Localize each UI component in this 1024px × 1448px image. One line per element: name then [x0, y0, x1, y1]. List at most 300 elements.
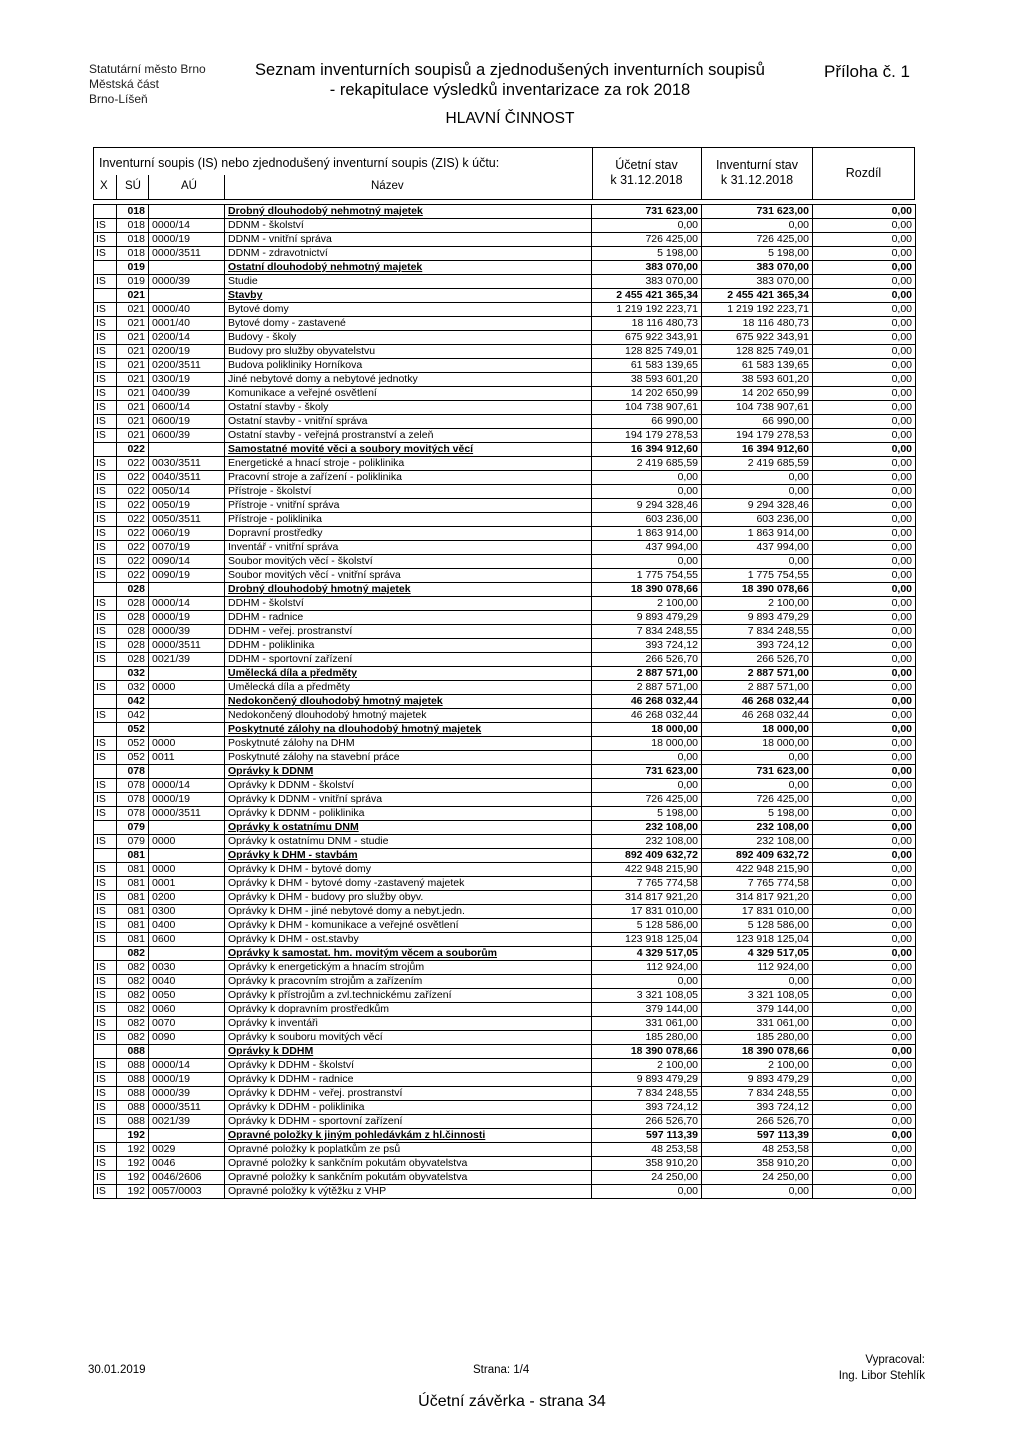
row-x: IS	[94, 345, 117, 359]
row-ucetni: 66 990,00	[592, 415, 702, 429]
row-su: 019	[117, 261, 149, 275]
row-x: IS	[94, 835, 117, 849]
row-x: IS	[94, 303, 117, 317]
row-inventurni: 185 280,00	[702, 1031, 813, 1045]
row-rozdil: 0,00	[813, 317, 916, 331]
row-au: 0030	[149, 961, 225, 975]
table-row	[94, 1073, 916, 1087]
row-ucetni: 5 198,00	[592, 807, 702, 821]
row-rozdil: 0,00	[813, 233, 916, 247]
row-x: IS	[94, 569, 117, 583]
group-row	[94, 1045, 916, 1059]
row-au	[149, 583, 225, 597]
row-au: 0060	[149, 1003, 225, 1017]
row-ucetni: 112 924,00	[592, 961, 702, 975]
row-au: 0000/14	[149, 219, 225, 233]
row-x: IS	[94, 863, 117, 877]
row-rozdil: 0,00	[813, 989, 916, 1003]
row-name: Oprávky k DDHM - radnice	[225, 1073, 592, 1087]
row-name: Umělecká díla a předměty	[225, 681, 592, 695]
row-x: IS	[94, 653, 117, 667]
row-ucetni: 14 202 650,99	[592, 387, 702, 401]
row-au: 0000/14	[149, 597, 225, 611]
row-inventurni: 437 994,00	[702, 541, 813, 555]
row-inventurni: 731 623,00	[702, 205, 813, 219]
group-row	[94, 1129, 916, 1143]
row-x: IS	[94, 429, 117, 443]
row-inventurni: 3 321 108,05	[702, 989, 813, 1003]
row-rozdil: 0,00	[813, 667, 916, 681]
row-inventurni: 2 455 421 365,34	[702, 289, 813, 303]
table-row	[94, 905, 916, 919]
row-x: IS	[94, 415, 117, 429]
row-au: 0000/3511	[149, 247, 225, 261]
row-ucetni: 1 863 914,00	[592, 527, 702, 541]
row-name: Poskytnuté zálohy na DHM	[225, 737, 592, 751]
table-row	[94, 569, 916, 583]
row-inventurni: 48 253,58	[702, 1143, 813, 1157]
row-rozdil: 0,00	[813, 1115, 916, 1129]
footer-summary: Účetní závěrka - strana 34	[418, 1393, 606, 1410]
row-rozdil: 0,00	[813, 681, 916, 695]
row-rozdil: 0,00	[813, 373, 916, 387]
table-row	[94, 933, 916, 947]
org-line-1: Statutární město Brno	[89, 62, 206, 76]
row-x	[94, 821, 117, 835]
row-x: IS	[94, 975, 117, 989]
table-row	[94, 485, 916, 499]
footer-date: 30.01.2019	[88, 1364, 146, 1376]
row-au: 0000/14	[149, 779, 225, 793]
table-row	[94, 499, 916, 513]
row-name: Oprávky k DDHM - školství	[225, 1059, 592, 1073]
row-x: IS	[94, 1017, 117, 1031]
row-su: 032	[117, 681, 149, 695]
col-rozdil-title: Rozdíl	[845, 166, 882, 180]
row-x: IS	[94, 317, 117, 331]
row-inventurni: 5 198,00	[702, 807, 813, 821]
row-ucetni: 393 724,12	[592, 1101, 702, 1115]
row-rozdil: 0,00	[813, 303, 916, 317]
row-su: 192	[117, 1129, 149, 1143]
row-su: 021	[117, 345, 149, 359]
row-ucetni: 9 893 479,29	[592, 611, 702, 625]
row-inventurni: 0,00	[702, 779, 813, 793]
row-inventurni: 314 817 921,20	[702, 891, 813, 905]
row-name: Oprávky k přístrojům a zvl.technickému zařízení	[225, 989, 592, 1003]
row-rozdil: 0,00	[813, 849, 916, 863]
row-inventurni: 5 198,00	[702, 247, 813, 261]
row-su: 022	[117, 527, 149, 541]
row-ucetni: 379 144,00	[592, 1003, 702, 1017]
title-line-1: Seznam inventurních soupisů a zjednodušených inventurních soupisů	[255, 61, 765, 79]
row-x: IS	[94, 513, 117, 527]
row-name: Umělecká díla a předměty	[225, 667, 592, 681]
table-row	[94, 331, 916, 345]
row-su: 082	[117, 947, 149, 961]
row-au: 0000/39	[149, 1087, 225, 1101]
row-ucetni: 38 593 601,20	[592, 373, 702, 387]
row-name: Soubor movitých věcí - školství	[225, 555, 592, 569]
row-name: Samostatné movité věci a soubory movitých věcí	[225, 443, 592, 457]
row-rozdil: 0,00	[813, 499, 916, 513]
row-inventurni: 232 108,00	[702, 835, 813, 849]
row-inventurni: 266 526,70	[702, 1115, 813, 1129]
row-ucetni: 194 179 278,53	[592, 429, 702, 443]
row-au: 0200/14	[149, 331, 225, 345]
row-ucetni: 266 526,70	[592, 653, 702, 667]
group-row	[94, 205, 916, 219]
row-name: Jiné nebytové domy a nebytové jednotky	[225, 373, 592, 387]
row-au	[149, 289, 225, 303]
table-row	[94, 681, 916, 695]
row-inventurni: 1 219 192 223,71	[702, 303, 813, 317]
row-rozdil: 0,00	[813, 485, 916, 499]
row-name: Oprávky k DDHM - veřej. prostranství	[225, 1087, 592, 1101]
table-row	[94, 625, 916, 639]
col-inventurni-title: Inventurní stav	[716, 158, 798, 172]
row-rozdil: 0,00	[813, 807, 916, 821]
row-su: 081	[117, 849, 149, 863]
row-x: IS	[94, 1101, 117, 1115]
row-rozdil: 0,00	[813, 597, 916, 611]
row-ucetni: 0,00	[592, 219, 702, 233]
row-inventurni: 0,00	[702, 471, 813, 485]
col-ucetni-header	[592, 148, 702, 199]
row-inventurni: 18 000,00	[702, 737, 813, 751]
row-x: IS	[94, 471, 117, 485]
row-name: DDNM - vnitřní správa	[225, 233, 592, 247]
row-ucetni: 892 409 632,72	[592, 849, 702, 863]
group-row	[94, 289, 916, 303]
row-su: 082	[117, 975, 149, 989]
row-ucetni: 0,00	[592, 471, 702, 485]
row-name: Budovy - školy	[225, 331, 592, 345]
row-inventurni: 9 893 479,29	[702, 1073, 813, 1087]
row-su: 079	[117, 835, 149, 849]
col-su-header: SÚ	[125, 180, 141, 192]
row-au	[149, 947, 225, 961]
row-ucetni: 185 280,00	[592, 1031, 702, 1045]
row-su: 028	[117, 653, 149, 667]
table-row	[94, 737, 916, 751]
footer-prepared-by	[815, 1352, 925, 1384]
row-rozdil: 0,00	[813, 1087, 916, 1101]
row-x: IS	[94, 989, 117, 1003]
row-au: 0050/14	[149, 485, 225, 499]
row-su: 082	[117, 1031, 149, 1045]
row-ucetni: 597 113,39	[592, 1129, 702, 1143]
row-inventurni: 383 070,00	[702, 261, 813, 275]
table-row	[94, 975, 916, 989]
row-rozdil: 0,00	[813, 583, 916, 597]
row-rozdil: 0,00	[813, 359, 916, 373]
row-inventurni: 61 583 139,65	[702, 359, 813, 373]
row-x: IS	[94, 793, 117, 807]
table-row	[94, 415, 916, 429]
row-x: IS	[94, 933, 117, 947]
row-x: IS	[94, 597, 117, 611]
row-au: 0001/40	[149, 317, 225, 331]
row-name: Opravné položky k výtěžku z VHP	[225, 1185, 592, 1199]
row-au: 0400	[149, 919, 225, 933]
org-line-3: Brno-Líšeň	[89, 92, 148, 106]
row-ucetni: 603 236,00	[592, 513, 702, 527]
row-su: 022	[117, 499, 149, 513]
row-au: 0200/19	[149, 345, 225, 359]
row-su: 021	[117, 317, 149, 331]
row-su: 022	[117, 443, 149, 457]
row-x: IS	[94, 401, 117, 415]
row-inventurni: 17 831 010,00	[702, 905, 813, 919]
row-rozdil: 0,00	[813, 1017, 916, 1031]
row-x: IS	[94, 625, 117, 639]
row-name: Přístroje - poliklinika	[225, 513, 592, 527]
row-su: 081	[117, 891, 149, 905]
table-row	[94, 233, 916, 247]
row-rozdil: 0,00	[813, 975, 916, 989]
row-ucetni: 5 198,00	[592, 247, 702, 261]
group-row	[94, 849, 916, 863]
row-su: 082	[117, 1003, 149, 1017]
row-rozdil: 0,00	[813, 1003, 916, 1017]
table-row	[94, 1017, 916, 1031]
row-au: 0000	[149, 681, 225, 695]
row-name: Budova polikliniky Horníkova	[225, 359, 592, 373]
row-rozdil: 0,00	[813, 513, 916, 527]
row-inventurni: 597 113,39	[702, 1129, 813, 1143]
row-ucetni: 17 831 010,00	[592, 905, 702, 919]
row-rozdil: 0,00	[813, 261, 916, 275]
row-su: 021	[117, 415, 149, 429]
row-ucetni: 422 948 215,90	[592, 863, 702, 877]
row-inventurni: 7 765 774,58	[702, 877, 813, 891]
row-name: DDHM - veřej. prostranství	[225, 625, 592, 639]
col-ucetni-date: k 31.12.2018	[610, 173, 683, 187]
col-name-header: Název	[371, 180, 404, 192]
row-su: 021	[117, 359, 149, 373]
row-name: Oprávky k DHM - budovy pro služby obyv.	[225, 891, 592, 905]
row-au: 0400/39	[149, 387, 225, 401]
row-rozdil: 0,00	[813, 1031, 916, 1045]
inventory-table	[93, 204, 916, 1199]
row-au	[149, 261, 225, 275]
group-row	[94, 765, 916, 779]
row-x	[94, 205, 117, 219]
row-ucetni: 48 253,58	[592, 1143, 702, 1157]
organization-block	[89, 62, 206, 107]
row-inventurni: 0,00	[702, 485, 813, 499]
row-su: 028	[117, 625, 149, 639]
row-su: 021	[117, 289, 149, 303]
row-name: Přístroje - vnitřní správa	[225, 499, 592, 513]
row-ucetni: 18 000,00	[592, 737, 702, 751]
row-inventurni: 2 100,00	[702, 1059, 813, 1073]
row-su: 192	[117, 1143, 149, 1157]
row-rozdil: 0,00	[813, 541, 916, 555]
row-au: 0070	[149, 1017, 225, 1031]
row-x: IS	[94, 891, 117, 905]
document-title	[240, 60, 780, 129]
row-rozdil: 0,00	[813, 443, 916, 457]
table-row	[94, 1115, 916, 1129]
row-rozdil: 0,00	[813, 765, 916, 779]
row-x	[94, 443, 117, 457]
row-ucetni: 18 390 078,66	[592, 1045, 702, 1059]
row-ucetni: 393 724,12	[592, 639, 702, 653]
row-x: IS	[94, 877, 117, 891]
group-row	[94, 443, 916, 457]
table-row	[94, 303, 916, 317]
row-x: IS	[94, 1073, 117, 1087]
row-name: Oprávky k DHM - bytové domy	[225, 863, 592, 877]
row-name: DDHM - poliklinika	[225, 639, 592, 653]
row-name: Oprávky k DDNM - poliklinika	[225, 807, 592, 821]
table-row	[94, 513, 916, 527]
row-rozdil: 0,00	[813, 471, 916, 485]
row-rozdil: 0,00	[813, 401, 916, 415]
row-su: 078	[117, 779, 149, 793]
row-rozdil: 0,00	[813, 275, 916, 289]
row-x	[94, 261, 117, 275]
row-su: 082	[117, 989, 149, 1003]
col-x-header: X	[100, 180, 108, 192]
row-au: 0000/3511	[149, 807, 225, 821]
row-rozdil: 0,00	[813, 415, 916, 429]
row-rozdil: 0,00	[813, 891, 916, 905]
row-name: Nedokončený dlouhodobý hmotný majetek	[225, 709, 592, 723]
row-rozdil: 0,00	[813, 555, 916, 569]
row-au: 0000	[149, 863, 225, 877]
row-x: IS	[94, 541, 117, 555]
table-row	[94, 835, 916, 849]
row-name: Opravné položky k sankčním pokutám obyvatelstva	[225, 1171, 592, 1185]
row-au: 0300	[149, 905, 225, 919]
table-row	[94, 611, 916, 625]
row-name: Oprávky k dopravním prostředkům	[225, 1003, 592, 1017]
row-su: 081	[117, 933, 149, 947]
row-ucetni: 9 294 328,46	[592, 499, 702, 513]
table-header-label: Inventurní soupis (IS) nebo zjednodušený inventurní soupis (ZIS) k účtu:	[99, 156, 500, 170]
row-ucetni: 437 994,00	[592, 541, 702, 555]
row-ucetni: 2 100,00	[592, 1059, 702, 1073]
row-name: Drobný dlouhodobý nehmotný majetek	[225, 205, 592, 219]
row-ucetni: 0,00	[592, 975, 702, 989]
row-inventurni: 422 948 215,90	[702, 863, 813, 877]
row-x: IS	[94, 1115, 117, 1129]
row-au: 0050/3511	[149, 513, 225, 527]
group-row	[94, 947, 916, 961]
row-name: Oprávky k energetickým a hnacím strojům	[225, 961, 592, 975]
row-name: Ostatní dlouhodobý nehmotný majetek	[225, 261, 592, 275]
row-au: 0057/0003	[149, 1185, 225, 1199]
row-su: 078	[117, 807, 149, 821]
row-ucetni: 1 775 754,55	[592, 569, 702, 583]
row-au: 0000/39	[149, 625, 225, 639]
row-inventurni: 232 108,00	[702, 821, 813, 835]
table-row	[94, 891, 916, 905]
row-su: 078	[117, 793, 149, 807]
row-x: IS	[94, 219, 117, 233]
group-row	[94, 667, 916, 681]
row-x: IS	[94, 457, 117, 471]
row-x: IS	[94, 373, 117, 387]
row-au	[149, 205, 225, 219]
row-rozdil: 0,00	[813, 457, 916, 471]
table-header-columns	[94, 175, 592, 199]
table-row	[94, 401, 916, 415]
row-su: 088	[117, 1059, 149, 1073]
row-name: Pracovní stroje a zařízení - poliklinika	[225, 471, 592, 485]
row-rozdil: 0,00	[813, 611, 916, 625]
row-rozdil: 0,00	[813, 709, 916, 723]
row-inventurni: 38 593 601,20	[702, 373, 813, 387]
row-ucetni: 104 738 907,61	[592, 401, 702, 415]
row-rozdil: 0,00	[813, 1073, 916, 1087]
row-au: 0050/19	[149, 499, 225, 513]
row-ucetni: 232 108,00	[592, 835, 702, 849]
row-rozdil: 0,00	[813, 751, 916, 765]
row-au: 0000/3511	[149, 639, 225, 653]
row-inventurni: 0,00	[702, 219, 813, 233]
row-su: 022	[117, 541, 149, 555]
row-ucetni: 2 100,00	[592, 597, 702, 611]
row-ucetni: 232 108,00	[592, 821, 702, 835]
row-x: IS	[94, 1003, 117, 1017]
annex-label: Příloha č. 1	[824, 62, 910, 81]
row-su: 032	[117, 667, 149, 681]
row-inventurni: 675 922 343,91	[702, 331, 813, 345]
row-au: 0200/3511	[149, 359, 225, 373]
row-x: IS	[94, 919, 117, 933]
row-inventurni: 331 061,00	[702, 1017, 813, 1031]
row-x	[94, 1045, 117, 1059]
table-row	[94, 793, 916, 807]
org-line-2: Městská část	[89, 77, 160, 91]
row-su: 042	[117, 695, 149, 709]
row-su: 088	[117, 1115, 149, 1129]
table-row	[94, 387, 916, 401]
row-inventurni: 1 775 754,55	[702, 569, 813, 583]
group-row	[94, 261, 916, 275]
row-inventurni: 2 887 571,00	[702, 681, 813, 695]
row-ucetni: 46 268 032,44	[592, 709, 702, 723]
row-rozdil: 0,00	[813, 933, 916, 947]
row-au: 0200	[149, 891, 225, 905]
row-au	[149, 765, 225, 779]
row-su: 022	[117, 485, 149, 499]
row-x: IS	[94, 1171, 117, 1185]
row-ucetni: 7 765 774,58	[592, 877, 702, 891]
row-name: Přístroje - školství	[225, 485, 592, 499]
row-au: 0090	[149, 1031, 225, 1045]
row-x: IS	[94, 527, 117, 541]
row-name: Oprávky k samostat. hm. movitým věcem a souborům	[225, 947, 592, 961]
row-x: IS	[94, 555, 117, 569]
row-name: Ostatní stavby - vnitřní správa	[225, 415, 592, 429]
table-row	[94, 275, 916, 289]
row-su: 082	[117, 1017, 149, 1031]
row-rozdil: 0,00	[813, 1143, 916, 1157]
row-x: IS	[94, 1031, 117, 1045]
row-ucetni: 18 000,00	[592, 723, 702, 737]
row-rozdil: 0,00	[813, 527, 916, 541]
row-au: 0600	[149, 933, 225, 947]
row-su: 079	[117, 821, 149, 835]
row-ucetni: 383 070,00	[592, 261, 702, 275]
row-su: 021	[117, 331, 149, 345]
row-x: IS	[94, 611, 117, 625]
